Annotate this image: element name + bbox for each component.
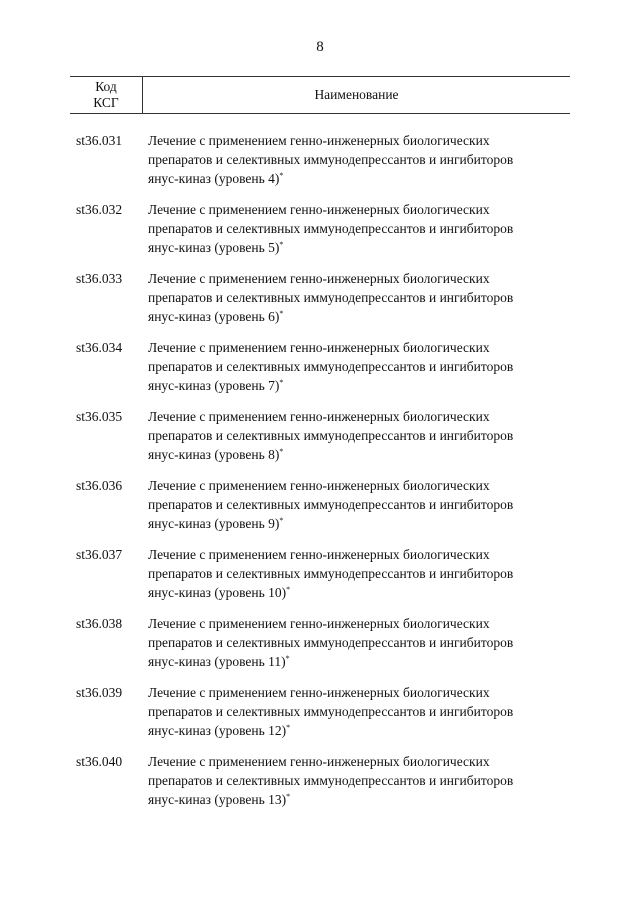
footnote-mark: * [279,516,284,525]
row-name-line [148,790,570,809]
row-name-line: Лечение с применением генно-инженерных биологических [148,133,490,148]
table-row [76,476,570,545]
row-name-line: Лечение с применением генно-инженерных биологических [148,409,490,424]
row-code: st36.037 [76,547,123,562]
row-name-line [148,514,570,533]
row-name-line [148,721,570,740]
row-name-line: препаратов и селективных иммунодепрессантов и ингибиторов [148,221,514,236]
row-name-text: янус-киназ (уровень 13) [148,792,287,807]
footnote-mark: * [279,309,284,318]
table-body [76,131,570,821]
row-name-text: янус-киназ (уровень 12) [148,723,287,738]
footnote-mark: * [286,585,291,594]
row-name-text: янус-киназ (уровень 7) [148,378,280,393]
row-name-line: препаратов и селективных иммунодепрессантов и ингибиторов [148,566,514,581]
row-name [148,131,570,200]
row-name-line [148,169,570,188]
footnote-mark: * [285,654,290,663]
row-name-line [148,445,570,464]
row-name [148,269,570,338]
row-name-line: Лечение с применением генно-инженерных биологических [148,616,490,631]
row-name-line: Лечение с применением генно-инженерных биологических [148,685,490,700]
row-code: st36.033 [76,271,123,286]
row-name-line [148,376,570,395]
table-row [76,545,570,614]
row-name-line: препаратов и селективных иммунодепрессантов и ингибиторов [148,497,514,512]
row-name [148,338,570,407]
row-name [148,476,570,545]
table-row [76,338,570,407]
footnote-mark: * [279,240,284,249]
table-row [76,752,570,821]
table-row [76,131,570,200]
row-code: st36.036 [76,478,123,493]
row-name [148,545,570,614]
footnote-mark: * [286,792,291,801]
row-code: st36.031 [76,133,123,148]
row-name-text: янус-киназ (уровень 11) [148,654,286,669]
row-name-line [148,238,570,257]
table-header [70,76,570,114]
row-name [148,200,570,269]
footnote-mark: * [279,378,284,387]
column-header-code-line1: Код [95,79,117,94]
row-name-line: Лечение с применением генно-инженерных биологических [148,271,490,286]
table-row [76,200,570,269]
row-name-line [148,307,570,326]
row-name-line: Лечение с применением генно-инженерных биологических [148,340,490,355]
table-row [76,683,570,752]
row-code: st36.039 [76,685,123,700]
row-name-text: янус-киназ (уровень 8) [148,447,280,462]
row-name-text: янус-киназ (уровень 5) [148,240,280,255]
row-name-line: препаратов и селективных иммунодепрессантов и ингибиторов [148,635,514,650]
footnote-mark: * [279,171,284,180]
column-header-code-line2: КСГ [93,95,119,110]
row-name-line: препаратов и селективных иммунодепрессантов и ингибиторов [148,704,514,719]
row-name-line [148,583,570,602]
column-header-name: Наименование [314,87,399,102]
row-name-text: янус-киназ (уровень 9) [148,516,280,531]
row-name-text: янус-киназ (уровень 4) [148,171,280,186]
row-code: st36.034 [76,340,123,355]
row-name-line: Лечение с применением генно-инженерных биологических [148,478,490,493]
row-name-line: Лечение с применением генно-инженерных биологических [148,547,490,562]
column-header-code [70,77,143,113]
row-name [148,614,570,683]
row-name [148,683,570,752]
row-name-line: препаратов и селективных иммунодепрессантов и ингибиторов [148,773,514,788]
row-name [148,407,570,476]
row-name-line: препаратов и селективных иммунодепрессантов и ингибиторов [148,152,514,167]
footnote-mark: * [279,447,284,456]
row-name-line: препаратов и селективных иммунодепрессантов и ингибиторов [148,359,514,374]
footnote-mark: * [286,723,291,732]
row-code: st36.038 [76,616,123,631]
row-code: st36.032 [76,202,123,217]
page-number: 8 [316,39,324,55]
row-name-line [148,652,570,671]
table-row [76,407,570,476]
row-name-text: янус-киназ (уровень 10) [148,585,287,600]
row-code: st36.040 [76,754,123,769]
row-name-text: янус-киназ (уровень 6) [148,309,280,324]
row-name-line: препаратов и селективных иммунодепрессантов и ингибиторов [148,428,514,443]
table-row [76,269,570,338]
row-name-line: Лечение с применением генно-инженерных биологических [148,754,490,769]
row-name [148,752,570,821]
row-name-line: препаратов и селективных иммунодепрессантов и ингибиторов [148,290,514,305]
table-row [76,614,570,683]
row-name-line: Лечение с применением генно-инженерных биологических [148,202,490,217]
row-code: st36.035 [76,409,123,424]
